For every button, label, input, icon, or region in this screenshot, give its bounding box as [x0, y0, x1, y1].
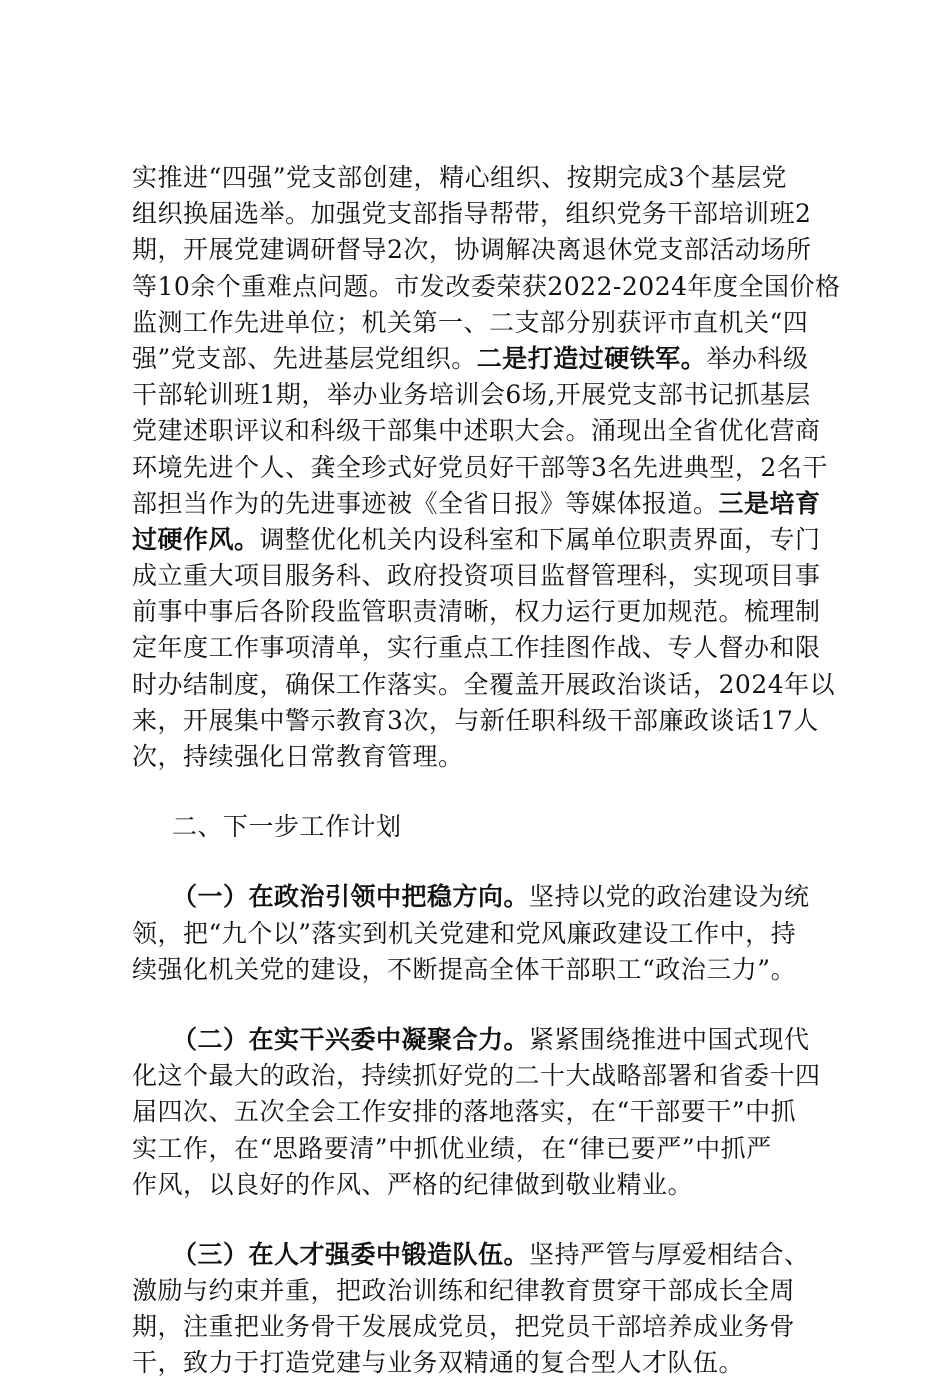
text-line: 等10余个重难点问题。市发改委荣获2022-2024年度全国价格 [132, 271, 841, 301]
text-line: （三）在人才强委中锻造队伍。坚持严管与厚爱相结合、 [172, 1239, 810, 1269]
text-line: 监测工作先进单位；机关第一、二支部分别获评市直机关“四 [132, 307, 809, 337]
spacer [132, 1203, 832, 1237]
plan-item-3 [132, 1237, 832, 1382]
text-line: 定年度工作事项清单，实行重点工作挂图作战、专人督办和限 [132, 633, 821, 663]
text-line: （二）在实干兴委中凝聚合力。紧紧围绕推进中国式现代 [172, 1024, 810, 1054]
bold-lead: 三是培育 [718, 488, 821, 518]
text-line: 干部轮训班1期，举办业务培训会6场,开展党支部书记抓基层 [132, 380, 811, 410]
spacer [132, 988, 832, 1022]
text-line: 干，致力于打造党建与业务双精通的复合型人才队伍。 [132, 1348, 745, 1378]
text-line: 过硬作风。调整优化机关内设科室和下属单位职责界面，专门 [132, 524, 821, 554]
bold-lead: 二是打造过硬铁军。 [476, 343, 707, 373]
text-line: 前事中事后各阶段监管职责清晰，权力运行更加规范。梳理制 [132, 597, 821, 627]
text-line: 党建述职评议和科级干部集中述职大会。涌现出全省优化营商 [132, 416, 821, 446]
text-line: 续强化机关党的建设，不断提高全体干部职工“政治三力”。 [132, 954, 797, 984]
text-line: 环境先进个人、龚全珍式好党员好干部等3名先进典型，2名干 [132, 452, 828, 482]
text-line: 领，把“九个以”落实到机关党建和党风廉政建设工作中，持 [132, 918, 797, 948]
text-line: 成立重大项目服务科、政府投资项目监督管理科，实现项目事 [132, 561, 821, 591]
text-line: 时办结制度，确保工作落实。全覆盖开展政治谈话，2024年以 [132, 669, 836, 699]
bold-lead: （三）在人才强委中锻造队伍。 [172, 1239, 530, 1269]
bold-lead: 过硬作风。 [132, 524, 260, 554]
spacer [132, 845, 832, 879]
text-line: 组织换届选举。加强党支部指导帮带，组织党务干部培训班2 [132, 199, 812, 229]
bold-lead: （二）在实干兴委中凝聚合力。 [172, 1024, 530, 1054]
text-line: 期，注重把业务骨干发展成党员，把党员干部培养成业务骨 [132, 1312, 796, 1342]
text-line: 实工作，在“思路要清”中抓优业绩，在“律已要严”中抓严 [132, 1133, 772, 1163]
text-line: 强”党支部、先进基层党组织。二是打造过硬铁军。举办科级 [132, 343, 809, 373]
bold-lead: （一）在政治引领中把稳方向。 [172, 882, 530, 912]
plan-item-1 [132, 879, 832, 988]
text-line: 激励与约束并重，把政治训练和纪律教育贯穿干部成长全周 [132, 1276, 796, 1306]
text-line: 次，持续强化日常教育管理。 [132, 742, 464, 771]
text-line: 期，开展党建调研督导2次，协调解决离退休党支部活动场所 [132, 235, 812, 265]
plan-item-2 [132, 1022, 832, 1203]
text-line: 化这个最大的政治，持续抓好党的二十大战略部署和省委十四 [132, 1061, 821, 1091]
text-line: 届四次、五次全会工作安排的落地落实，在“干部要干”中抓 [132, 1097, 797, 1127]
section-heading: 二、下一步工作计划 [172, 812, 402, 842]
text-line: 作风，以良好的作风、严格的纪律做到敬业精业。 [132, 1169, 694, 1199]
text-line: 实推进“四强”党支部创建，精心组织、按期完成3个基层党 [132, 163, 787, 192]
text-line: 部担当作为的先进事迹被《全省日报》等媒体报道。三是培育 [132, 488, 821, 518]
text-line: 来，开展集中警示教育3次，与新任职科级干部廉政谈话17人 [132, 705, 819, 735]
spacer [132, 775, 832, 809]
section-1-text [132, 160, 841, 775]
document-page [132, 160, 841, 1382]
text-line: （一）在政治引领中把稳方向。坚持以党的政治建设为统 [172, 882, 810, 912]
